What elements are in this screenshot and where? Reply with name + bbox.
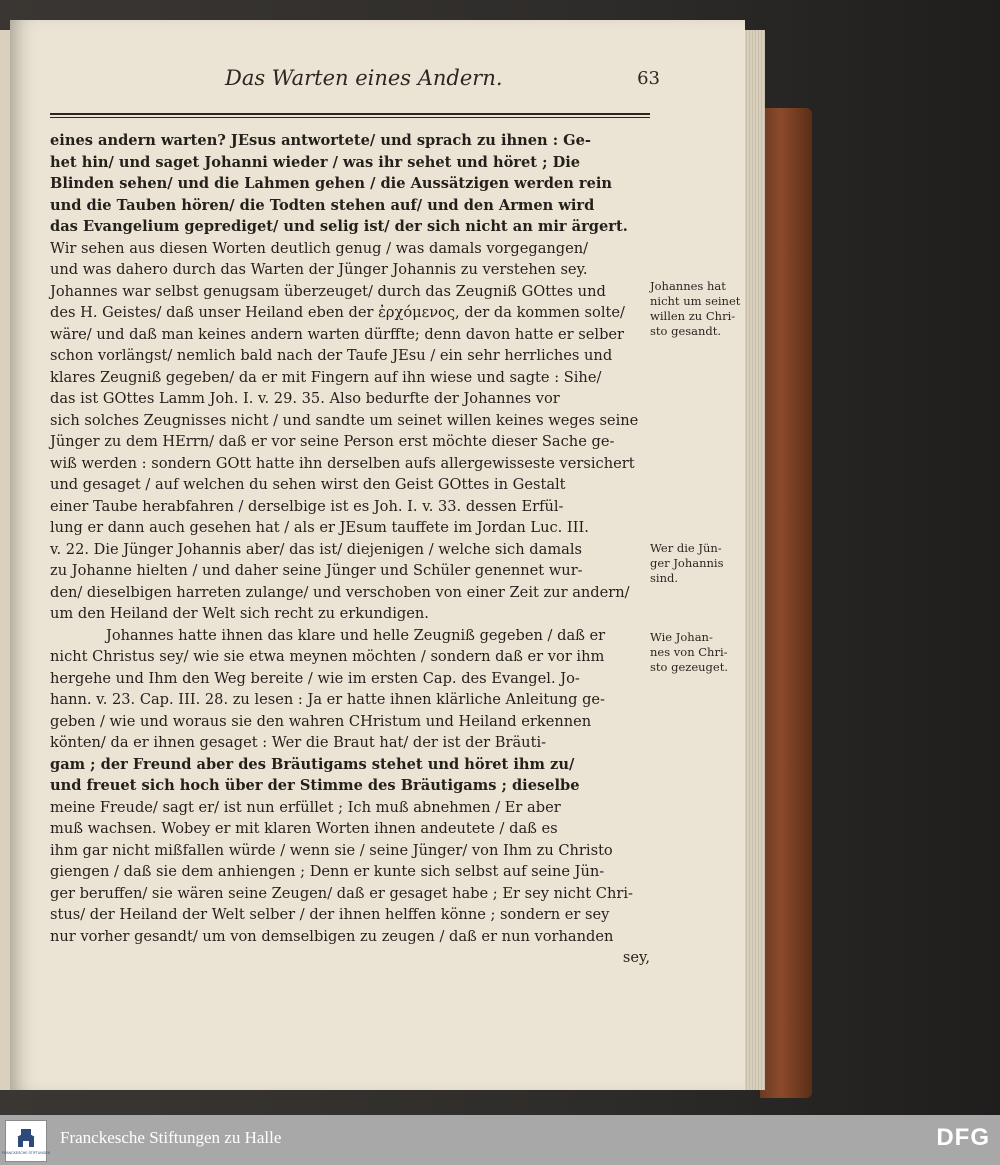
marginal-line: willen zu Chri- [650,309,736,323]
dfg-logo[interactable]: DFG [936,1124,990,1151]
institution-logo[interactable] [1,1120,51,1162]
text-line: ihm gar nicht mißfallen würde / wenn sie / seine Jünger/ von Ihm zu Christo [50,841,613,859]
marginal-line: nicht um seinet [650,294,741,308]
running-title: Das Warten eines Andern. [225,66,503,90]
text-line: den/ dieselbigen harreten zulange/ und verschoben von einer Zeit zur andern/ [50,583,630,601]
marginal-line: sto gesandt. [650,324,722,338]
text-line: und die Tauben hören/ die Todten stehen auf/ und den Armen wird [50,196,595,214]
text-line: lung er dann auch gesehen hat / als er JEsum tauffete im Jordan Luc. III. [50,519,589,536]
text-line: hann. v. 23. Cap. III. 28. zu lesen : Ja er hatte ihnen klärliche Anleitung ge- [50,691,605,708]
text-line: das Evangelium geprediget/ und selig ist/ der sich nicht an mir ärgert. [50,218,628,235]
marginal-note [650,279,746,339]
text-line: schon vorlängst/ nemlich bald nach der Taufe JEsu / ein sehr herrliches und [50,347,613,364]
facing-page-edge [0,30,10,1090]
body-text [50,130,650,969]
header-rule [50,113,650,115]
text-line: muß wachsen. Wobey er mit klaren Worten ihnen andeutete / daß es [50,820,558,837]
catchword: sey, [622,949,650,966]
orphan-house-icon [1,1121,51,1161]
marginal-line: Wie Johan- [650,630,713,644]
text-line: ger beruffen/ sie wären seine Zeugen/ daß er gesaget habe ; Er sey nicht Chri- [50,884,633,902]
text-line: um den Heiland der Welt sich recht zu erkundigen. [50,605,429,622]
header-rule-thin [50,117,650,118]
text-line: gam ; der Freund aber des Bräutigams stehet und höret ihm zu/ [50,755,575,773]
text-line: Jünger zu dem HErrn/ daß er vor seine Person erst möchte dieser Sache ge- [50,433,615,450]
viewer-footer [0,1115,1000,1165]
text-line: nicht Christus sey/ wie sie etwa meynen möchten / sondern daß er vor ihm [50,648,605,665]
text-line: und freuet sich hoch über der Stimme des Bräutigams ; dieselbe [50,777,580,794]
text-line: Johannes hatte ihnen das klare und helle Zeugniß gegeben / daß er [106,626,606,644]
text-line: hergehe und Ihm den Weg bereite / wie im ersten Cap. des Evangel. Jo- [50,669,580,687]
marginal-line: sto gezeuget. [650,660,728,674]
text-line: Blinden sehen/ und die Lahmen gehen / die Aussätzigen werden rein [50,175,613,192]
marginal-line: nes von Chri- [650,645,728,659]
marginal-line: Johannes hat [650,279,726,293]
text-line: nur vorher gesandt/ um von demselbigen zu zeugen / daß er nun vorhanden [50,927,614,945]
text-line: klares Zeugniß gegeben/ da er mit Fingern auf ihn wiese und sagte : Sihe/ [50,368,602,386]
text-line: einer Taube herabfahren / derselbige ist es Joh. I. v. 33. dessen Erfül- [50,497,564,515]
book-cover-edge [760,108,812,1098]
marginal-line: Wer die Jün- [650,541,722,555]
text-line: giengen / daß sie dem anhiengen ; Denn er kunte sich selbst auf seine Jün- [50,863,605,880]
text-line: Johannes war selbst genugsam überzeuget/ durch das Zeugniß GOttes und [50,282,606,300]
marginal-note [650,630,746,675]
text-line: und was dahero durch das Warten der Jünger Johannis zu verstehen sey. [50,261,588,278]
text-line: das ist GOttes Lamm Joh. I. v. 29. 35. Also bedurfte der Johannes vor [50,390,560,407]
text-line: stus/ der Heiland der Welt selber / der ihnen helffen könne ; sondern er sey [50,906,610,923]
text-line: wiß werden : sondern GOtt hatte ihn derselben aufs allergewisseste versichert [50,454,635,472]
text-line: meine Freude/ sagt er/ ist nun erfüllet ; Ich muß abnehmen / Er aber [50,798,561,816]
text-line: könten/ da er ihnen gesaget : Wer die Braut hat/ der ist der Bräuti- [50,734,547,751]
text-line: zu Johanne hielten / und daher seine Jünger und Schüler genennet wur- [50,562,583,579]
text-line: geben / wie und woraus sie den wahren CHristum und Heiland erkennen [50,712,592,730]
marginal-line: ger Johannis [650,556,724,570]
logo-caption: FRANCKESCHE STIFTUNGEN [1,1151,51,1155]
text-line: sich solches Zeugnisses nicht / und sandte um seinet willen keines weges seine [50,411,639,429]
marginal-line: sind. [650,571,679,585]
institution-name[interactable]: Franckesche Stiftungen zu Halle [60,1128,282,1147]
text-line: eines andern warten? JEsus antwortete/ und sprach zu ihnen : Ge- [50,132,591,149]
text-line: des H. Geistes/ daß unser Heiland eben der ἐρχόμενος, der da kommen solte/ [50,304,625,321]
page-number: 63 [637,68,660,89]
text-line: wäre/ und daß man keines andern warten dürffte; denn davon hatte er selber [50,325,625,343]
text-line: und gesaget / auf welchen du sehen wirst den Geist GOttes in Gestalt [50,476,566,493]
text-line: Wir sehen aus diesen Worten deutlich genug / was damals vorgegangen/ [50,239,589,257]
text-line: het hin/ und saget Johanni wieder / was ihr sehet und höret ; Die [50,153,581,171]
page-header [50,66,660,100]
text-line: v. 22. Die Jünger Johannis aber/ das ist/ diejenigen / welche sich damals [50,540,583,558]
marginal-note [650,541,746,586]
